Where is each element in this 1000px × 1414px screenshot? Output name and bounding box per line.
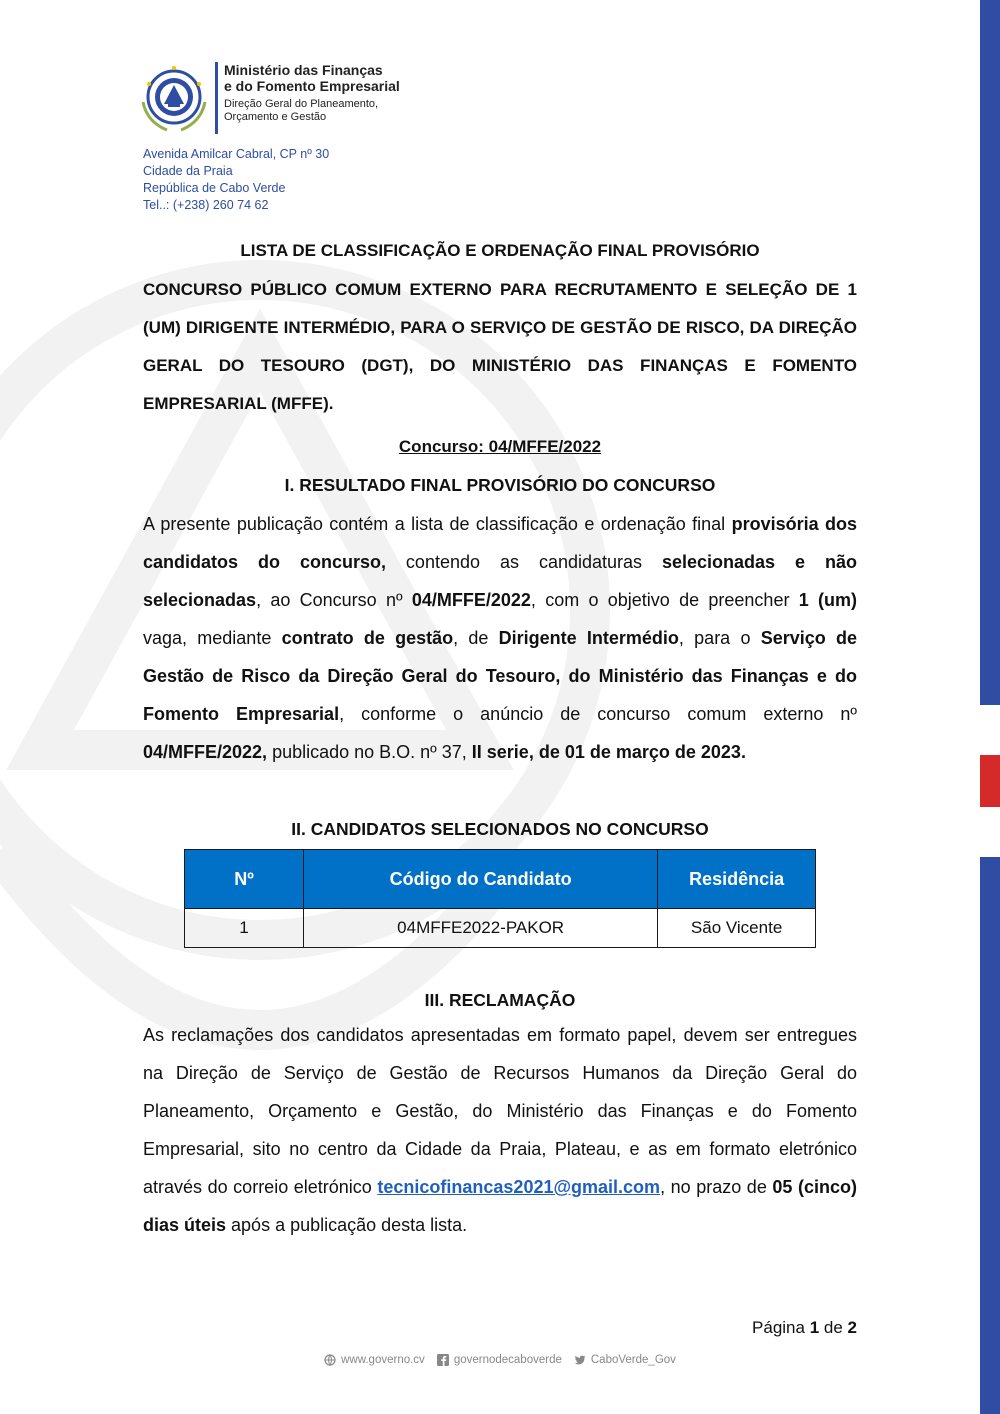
- email-link[interactable]: tecnicofinancas2021@gmail.com: [377, 1177, 661, 1197]
- address-street: Avenida Amilcar Cabral, CP nº 30: [143, 147, 330, 161]
- cell-residence: São Vicente: [658, 909, 816, 948]
- side-bar-red: [980, 755, 1000, 807]
- side-bar-blue-top: [980, 0, 1000, 705]
- footer-facebook[interactable]: governodecaboverde: [437, 1354, 562, 1366]
- address-city: Cidade da Praia: [143, 164, 233, 178]
- section2-title: II. CANDIDATOS SELECIONADOS NO CONCURSO: [291, 819, 709, 839]
- list-title: LISTA DE CLASSIFICAÇÃO E ORDENAÇÃO FINAL PROVISÓRIO: [240, 241, 760, 260]
- page-number: Página 1 de 2: [752, 1318, 857, 1337]
- contest-title: CONCURSO PÚBLICO COMUM EXTERNO PARA RECRUTAMENTO E SELEÇÃO DE 1 (UM) DIRIGENTE INTERMÉDIO, PARA O SERVIÇO DE GESTÃO DE RISCO, DA DIREÇÃO GERAL DO TESOURO (DGT), DO MINISTÉRIO DAS FINANÇAS E FOMENTO EMPRESARIAL (MFFE).: [143, 280, 857, 413]
- twitter-icon: [574, 1354, 586, 1366]
- letterhead: [135, 60, 400, 140]
- footer-twitter[interactable]: CaboVerde_Gov: [574, 1354, 676, 1366]
- ministry-name-block: [215, 62, 400, 134]
- ministry-name-line2: e do Fomento Empresarial: [224, 78, 400, 94]
- facebook-icon: [437, 1354, 449, 1366]
- column-header-residence: Residência: [658, 850, 816, 909]
- directorate-name-line1: Direção Geral do Planeamento,: [224, 98, 379, 110]
- national-seal-icon: [135, 60, 213, 138]
- section3-title: III. RECLAMAÇÃO: [424, 990, 576, 1010]
- address-phone: Tel..: (+238) 260 74 62: [143, 198, 269, 212]
- section3-paragraph: As reclamações dos candidatos apresentadas em formato papel, devem ser entregues na Direção de Serviço de Gestão de Recursos Humanos da Direção Geral do Planeamento, Orçamento e Gestão, do Ministério das Finanças e do Fomento Empresarial, sito no centro da Cidade da Praia, Plateau, e as em formato eletrónico através do correio eletrónico tecnicofinancas2021@gmail.com, no prazo de 05 (cinco) dias úteis após a publicação desta lista.: [143, 1025, 857, 1235]
- table-row: [185, 909, 816, 948]
- column-header-number: Nº: [185, 850, 304, 909]
- ministry-name-line1: Ministério das Finanças: [224, 62, 383, 78]
- cell-candidate-code: 04MFFE2022-PAKOR: [304, 909, 658, 948]
- side-bar-blue-bottom: [980, 857, 1000, 1414]
- column-header-candidate-code: Código do Candidato: [304, 850, 658, 909]
- address-block: [143, 146, 329, 214]
- contest-number: Concurso: 04/MFFE/2022: [398, 437, 602, 456]
- address-country: República de Cabo Verde: [143, 181, 286, 195]
- cell-number: 1: [185, 909, 304, 948]
- candidates-table-wrapper: [143, 849, 857, 948]
- directorate-name-line2: Orçamento e Gestão: [224, 111, 327, 123]
- section1-title: I. RESULTADO FINAL PROVISÓRIO DO CONCURSO: [284, 475, 716, 495]
- footer: [0, 1354, 1000, 1366]
- footer-website[interactable]: www.governo.cv: [324, 1354, 425, 1366]
- section1-paragraph: A presente publicação contém a lista de classificação e ordenação final provisória dos candidatos do concurso, contendo as candidaturas selecionadas e não selecionadas, ao Concurso nº 04/MFFE/2022, com o objetivo de preencher 1 (um) vaga, mediante contrato de gestão, de Dirigente Intermédio, para o Serviço de Gestão de Risco da Direção Geral do Tesouro, do Ministério das Finanças e do Fomento Empresarial, conforme o anúncio de concurso comum externo nº 04/MFFE/2022, publicado no B.O. nº 37, II serie, de 01 de março de 2023.: [143, 514, 858, 762]
- table-header-row: [185, 850, 816, 909]
- globe-icon: [324, 1354, 336, 1366]
- document-body: [143, 237, 857, 1244]
- candidates-table: [184, 849, 816, 948]
